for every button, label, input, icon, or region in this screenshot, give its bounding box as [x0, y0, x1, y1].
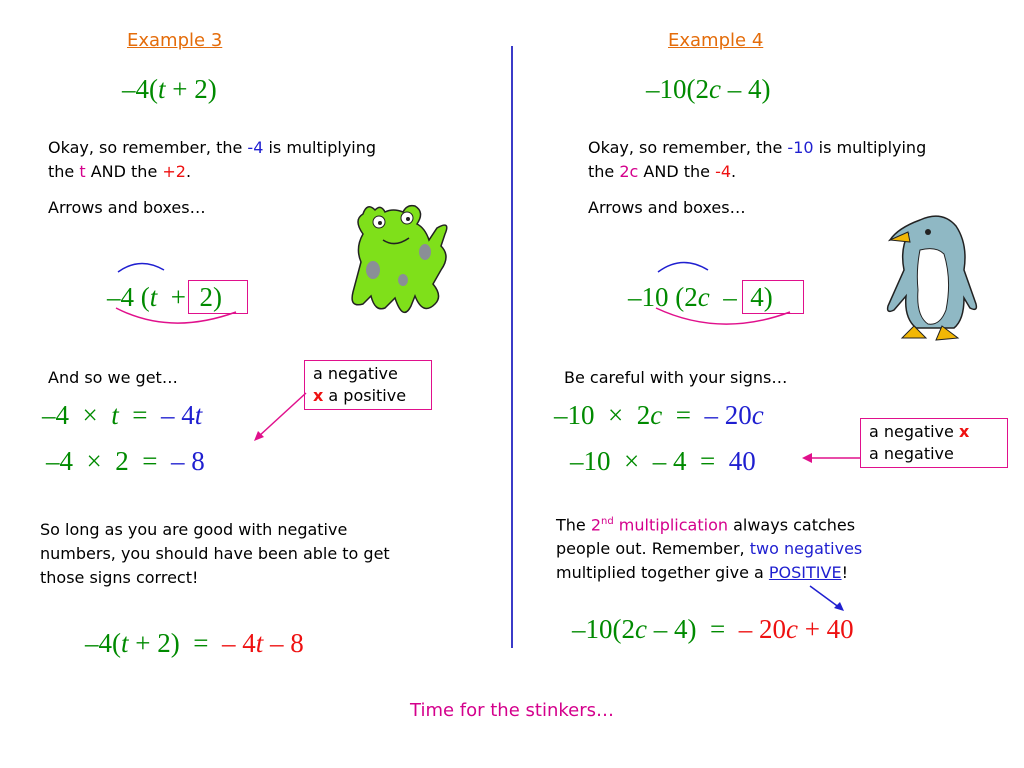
left-result-line-1: –4 × t = – 4t — [42, 400, 203, 430]
right-note-text: The 2nd multiplication always catches people out. Remember, two negatives multiplied together give a POSITIVE! — [556, 515, 863, 583]
right-intro-text: Okay, so remember, the -10 is multiplying the 2c AND the -4. — [588, 138, 927, 181]
center-divider — [511, 46, 513, 648]
left-expression: –4(t + 2) — [122, 74, 217, 104]
left-term-box — [188, 280, 248, 314]
left-final-expansion: –4(t + 2) = – 4t – 8 — [85, 628, 304, 658]
right-expression: –10(2c – 4) — [646, 74, 771, 104]
right-final-expansion: –10(2c – 4) = – 20c + 40 — [572, 614, 854, 644]
right-result-line-1: –10 × 2c = – 20c — [554, 400, 764, 430]
left-result-line-2: –4 × 2 = – 8 — [46, 446, 205, 476]
left-so-we-get-text: And so we get… — [48, 368, 178, 387]
penguin-image — [880, 210, 980, 346]
right-positive-arrow — [806, 584, 846, 614]
right-arrows-text: Arrows and boxes… — [588, 198, 746, 217]
right-careful-text: Be careful with your signs… — [564, 368, 788, 387]
right-term-box — [742, 280, 804, 314]
footer-text: Time for the stinkers… — [410, 700, 614, 721]
right-callout-box: a negative x a negative — [860, 418, 1008, 468]
left-summary-text: So long as you are good with negative numbers, you should have been able to get those signs correct! — [40, 520, 390, 587]
frog-image — [345, 200, 460, 330]
right-callout-arrow — [800, 448, 862, 468]
right-result-line-2: –10 × – 4 = 40 — [570, 446, 756, 476]
left-arrow-expression: –4 (t + 2) — [107, 282, 222, 312]
right-arrow-expression: –10 (2c – 4) — [628, 282, 773, 312]
left-callout-box: a negative x a positive — [304, 360, 432, 410]
left-arrows-text: Arrows and boxes… — [48, 198, 206, 217]
left-callout-arrow — [250, 385, 310, 445]
example-3-heading: Example 3 — [127, 30, 223, 51]
example-4-heading: Example 4 — [668, 30, 764, 51]
left-intro-text: Okay, so remember, the -4 is multiplying the t AND the +2. — [48, 138, 377, 181]
